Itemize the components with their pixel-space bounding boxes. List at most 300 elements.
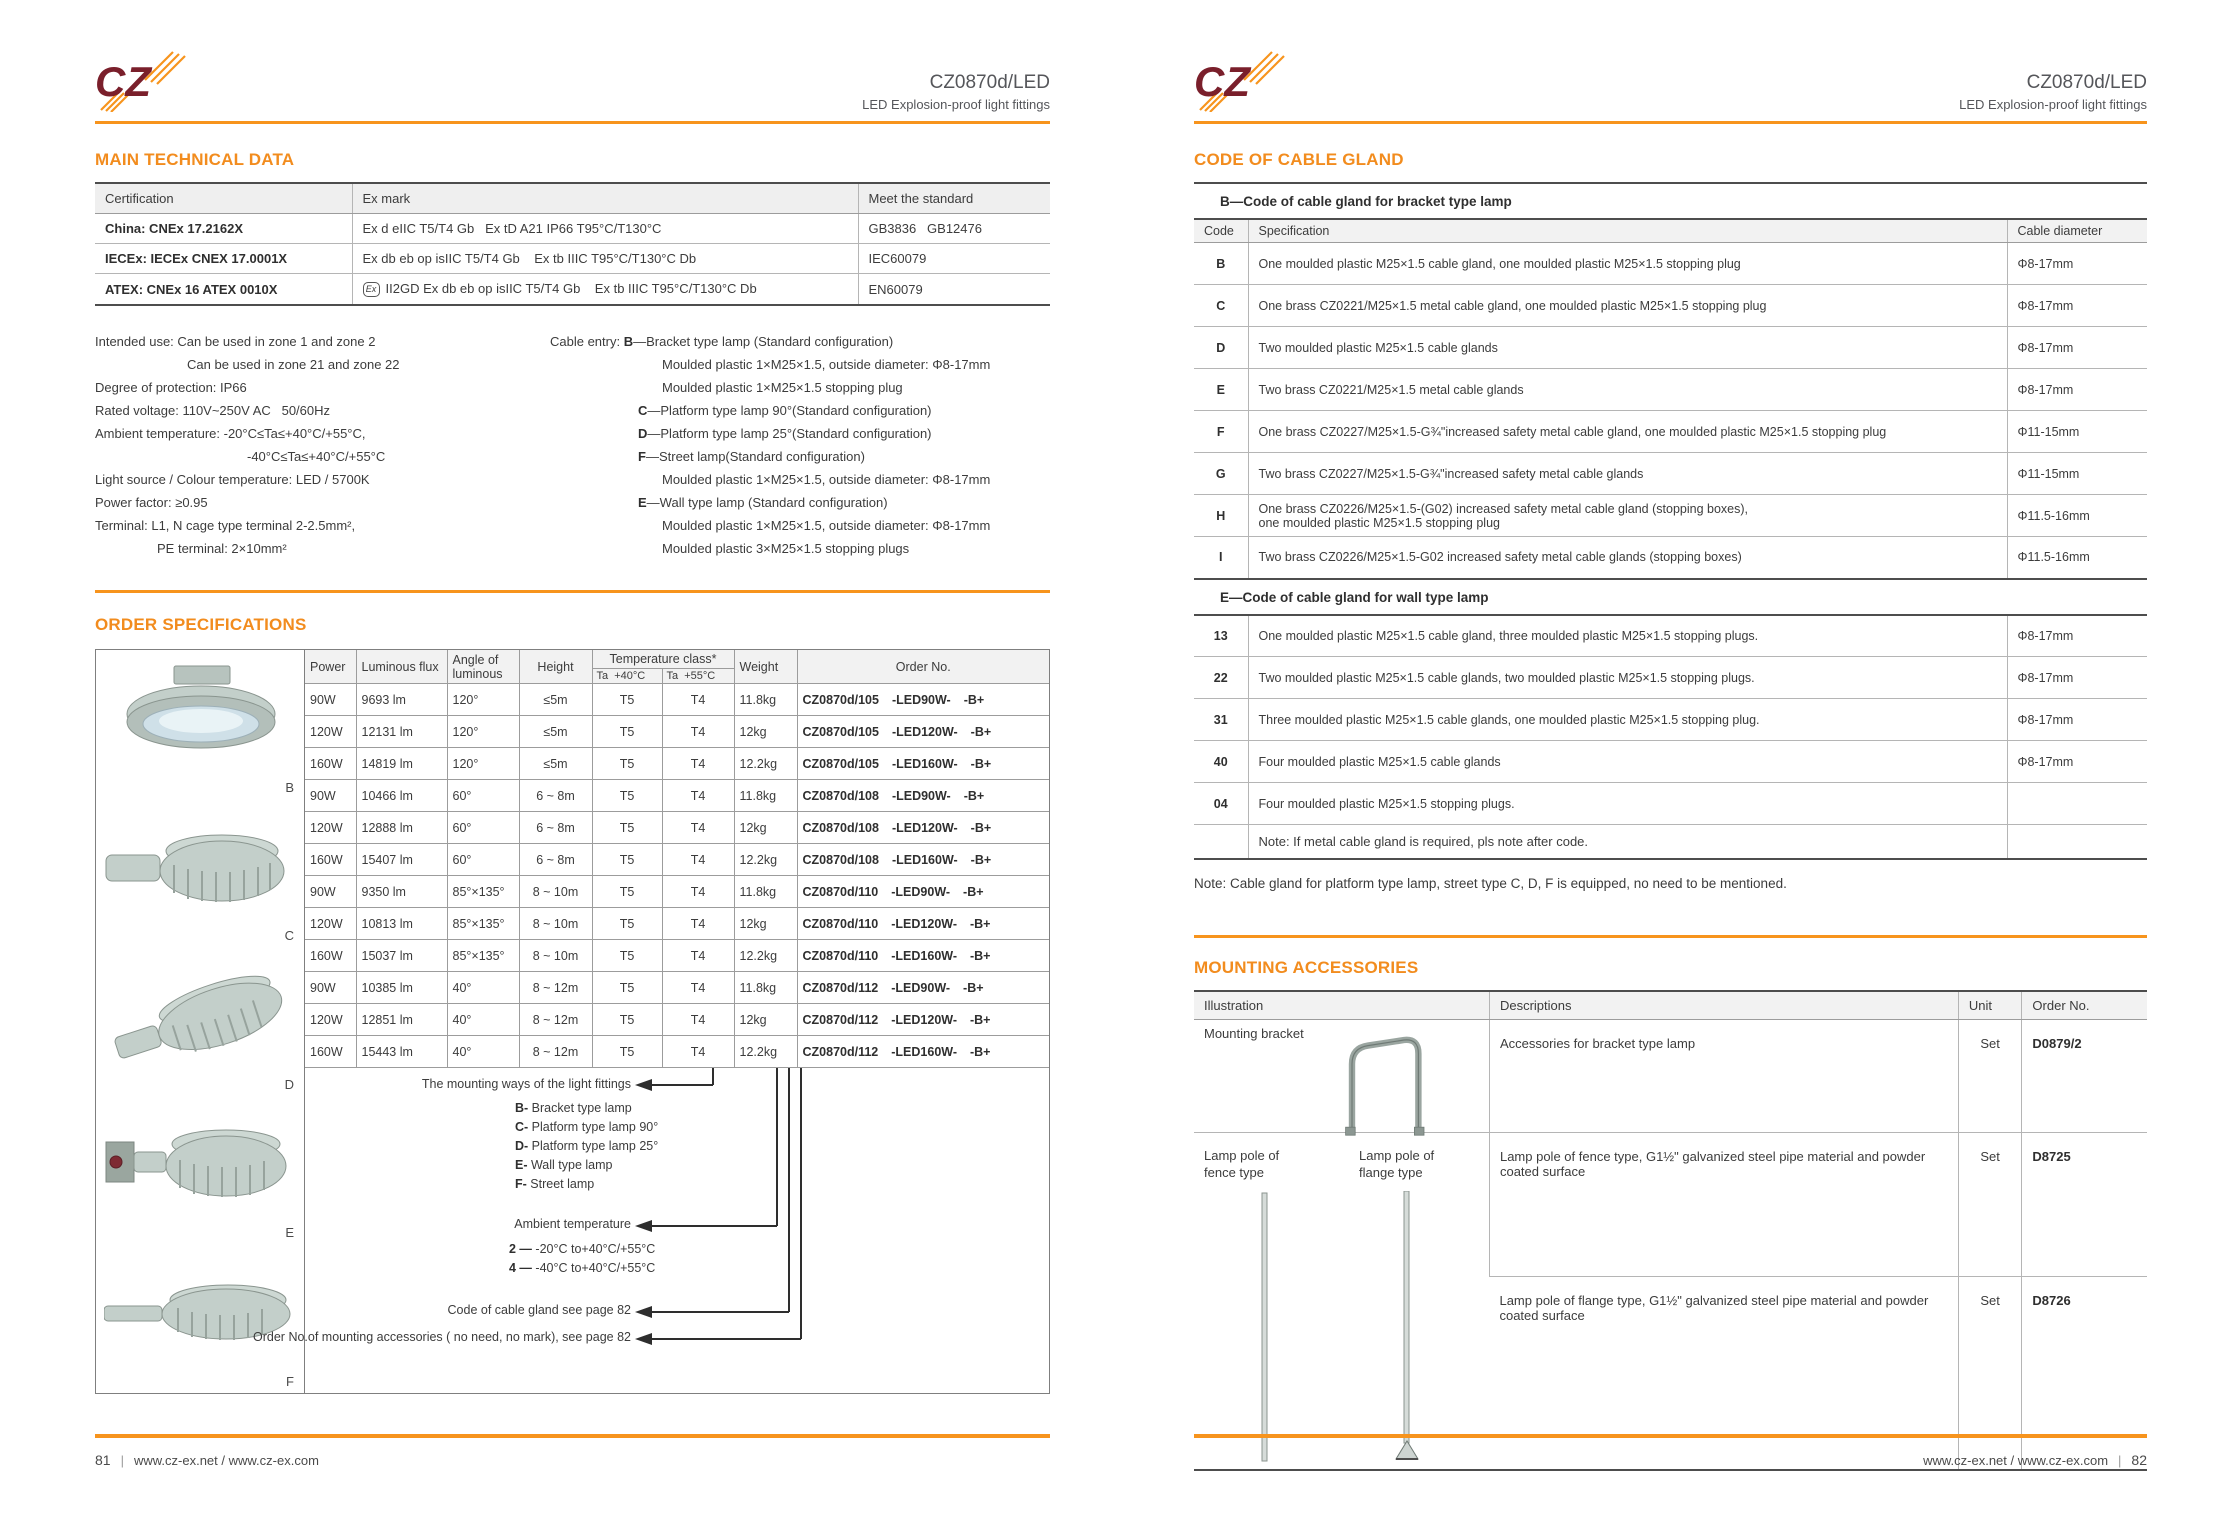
order-number-segment: -LED160W- <box>891 1044 957 1059</box>
cable-gland-row <box>1194 285 2147 327</box>
ambient-code: 2 — <box>509 1242 532 1256</box>
page-number: 82 <box>2131 1452 2147 1468</box>
arrow-left-icon <box>635 1333 652 1345</box>
cable-gland-row <box>1194 243 2147 285</box>
order-height: ≤5m <box>519 684 592 716</box>
cz-logo <box>1194 50 1290 112</box>
platform-90-lamp-image <box>104 807 294 935</box>
order-number-segment: -LED90W- <box>891 980 951 995</box>
mounting-order-no: D0879/2 <box>2022 1019 2147 1132</box>
mounting-desc: Accessories for bracket type lamp <box>1489 1019 1958 1132</box>
lamp-pole-illustration-cell <box>1194 1132 1489 1470</box>
order-temp-40: T5 <box>592 908 662 940</box>
page-81-content <box>95 0 1050 1394</box>
mounting-header-row <box>1194 991 2147 1020</box>
spec-line: Moulded plastic 1×M25×1.5 stopping plug <box>662 380 903 395</box>
subsection-bracket-gland-title: B—Code of cable gland for bracket type lamp <box>1220 194 1512 209</box>
gland-code: I <box>1194 537 1248 579</box>
order-table-row <box>305 908 1049 940</box>
connector-line <box>652 1225 777 1227</box>
order-number <box>797 876 1049 908</box>
platform-25-lamp-image <box>104 955 294 1083</box>
spec-line: Terminal: L1, N cage type terminal 2-2.5mm², <box>95 518 356 533</box>
spec-line: Moulded plastic 1×M25×1.5, outside diameter: Φ8-17mm <box>662 518 991 533</box>
order-number-segment: -B+ <box>963 788 985 803</box>
order-angle: 85°×135° <box>447 908 519 940</box>
gland-header-code: Code <box>1194 219 1248 243</box>
ambient-option: 4 — -40°C to+40°C/+55°C <box>509 1261 656 1275</box>
order-number-segment: CZ0870d/112 <box>802 1044 879 1059</box>
order-number-segment: -LED120W- <box>891 820 958 835</box>
gland-code: G <box>1194 453 1248 495</box>
order-height: 6 ~ 8m <box>519 812 592 844</box>
gland-diameter: Φ8-17mm <box>2007 369 2147 411</box>
page-header <box>95 0 1050 112</box>
gland-specification <box>1248 243 2007 285</box>
gland-specification <box>1248 537 2007 579</box>
header-rule <box>1194 121 2147 124</box>
order-header-ta40: Ta +40°C <box>592 669 662 684</box>
order-angle: 85°×135° <box>447 940 519 972</box>
wall-lamp-image <box>104 1104 294 1232</box>
lamp-label-d: D <box>284 1076 294 1092</box>
gland-code: F <box>1194 411 1248 453</box>
gland-diameter: Φ11-15mm <box>2007 411 2147 453</box>
order-weight: 11.8kg <box>734 684 797 716</box>
order-number-segment: -B+ <box>970 852 992 867</box>
order-temp-40: T5 <box>592 780 662 812</box>
mounting-bracket-label: Mounting bracket <box>1204 1025 1304 1041</box>
gland-diameter: Φ8-17mm <box>2017 628 2074 643</box>
gland-specification <box>1248 615 2007 657</box>
order-number-segment: -LED120W- <box>891 916 957 931</box>
order-power: 90W <box>305 876 356 908</box>
order-flux: 10385 lm <box>356 972 447 1004</box>
order-flux: 14819 lm <box>356 748 447 780</box>
spec-line: F—Street lamp(Standard configuration) <box>638 449 865 464</box>
gland-diameter: Φ8-17mm <box>2007 285 2147 327</box>
gland-diameter <box>2007 783 2147 825</box>
gland-code: 13 <box>1194 615 1248 657</box>
mounting-desc: Lamp pole of flange type, G1½" galvanized steel pipe material and powder coated surface <box>1489 1276 1958 1469</box>
spec-line-code: B <box>623 334 634 349</box>
order-number <box>797 716 1049 748</box>
order-number-segment: -B+ <box>970 724 992 739</box>
order-table-body <box>305 684 1049 1068</box>
order-temp-55: T4 <box>662 972 734 1004</box>
spec-line: E—Wall type lamp (Standard configuration) <box>638 495 888 510</box>
gland-diameter: Φ11-15mm <box>2007 453 2147 495</box>
order-specifications-table <box>305 650 1049 1068</box>
main-technical-data-table <box>95 182 1050 306</box>
order-number-segment: -LED90W- <box>891 692 951 707</box>
order-weight: 11.8kg <box>734 780 797 812</box>
lamp-photo-platform-25 <box>96 947 304 1096</box>
tech-header-standard: Meet the standard <box>858 183 1050 214</box>
page-82-content <box>1194 0 2147 1471</box>
order-temp-40: T5 <box>592 684 662 716</box>
gland-diameter: Φ8-17mm <box>2007 699 2147 741</box>
order-number-segment: -LED160W- <box>891 756 958 771</box>
order-power: 90W <box>305 684 356 716</box>
section-title-code-of-cable-gland: CODE OF CABLE GLAND <box>1194 150 1404 169</box>
tech-table-body <box>95 214 1050 306</box>
tech-header-ex-mark: Ex mark <box>352 183 858 214</box>
mounting-bracket-image <box>1324 1028 1444 1136</box>
connector-line <box>776 1068 778 1226</box>
gland-specification <box>1248 285 2007 327</box>
order-flux: 12888 lm <box>356 812 447 844</box>
order-header-power: Power <box>305 650 356 684</box>
flange-pole-label: Lamp pole of flange type <box>1359 1147 1435 1180</box>
spec-line: PE terminal: 2×10mm² <box>157 541 287 556</box>
spec-line-prefix: Cable entry: <box>550 334 624 349</box>
order-weight: 12kg <box>734 1004 797 1036</box>
order-temp-40: T5 <box>592 716 662 748</box>
spec-line: Moulded plastic 1×M25×1.5, outside diameter: Φ8-17mm <box>662 357 991 372</box>
gland-specification <box>1248 327 2007 369</box>
cable-gland-note-row <box>1194 825 2147 859</box>
order-number <box>797 1036 1049 1068</box>
order-flux: 10466 lm <box>356 780 447 812</box>
fence-pole-image <box>1256 1191 1274 1463</box>
tech-header-certification: Certification <box>95 183 352 214</box>
order-number-segment: CZ0870d/108 <box>802 788 879 803</box>
order-number <box>797 684 1049 716</box>
order-temp-40: T5 <box>592 940 662 972</box>
gland-specification <box>1248 699 2007 741</box>
gland-specification <box>1248 783 2007 825</box>
spec-line: -40°C≤Ta≤+40°C/+55°C <box>247 449 386 464</box>
order-power: 120W <box>305 1004 356 1036</box>
order-temp-55: T4 <box>662 1004 734 1036</box>
mounting-way-code: D- <box>515 1139 529 1153</box>
page-footer <box>95 1452 319 1468</box>
cable-gland-row <box>1194 783 2147 825</box>
section-divider-rule <box>95 590 1050 593</box>
mounting-accessories-table <box>1194 990 2147 1471</box>
order-number-segment: -LED120W- <box>891 724 958 739</box>
order-header-angle: Angle of luminous <box>447 650 519 684</box>
gland-spec-line: One moulded plastic M25×1.5 cable gland, one moulded plastic M25×1.5 stopping plug <box>1258 256 1741 271</box>
order-height: ≤5m <box>519 748 592 780</box>
mounting-way-code: E- <box>515 1158 528 1172</box>
order-number-segment: -LED90W- <box>891 788 951 803</box>
mounting-way-code: B- <box>515 1101 529 1115</box>
order-power: 160W <box>305 1036 356 1068</box>
mounting-way-item: C- Platform type lamp 90° <box>515 1120 659 1134</box>
product-code: CZ0870d/LED <box>929 72 1050 93</box>
order-table-row <box>305 684 1049 716</box>
gland-note: Note: If metal cable gland is required, pls note after code. <box>1248 825 2007 859</box>
order-temp-55: T4 <box>662 780 734 812</box>
order-number <box>797 812 1049 844</box>
gland-spec-line: Two brass CZ0226/M25×1.5-G02 increased safety metal cable glands (stopping boxes) <box>1258 550 1742 565</box>
order-power: 90W <box>305 972 356 1004</box>
gland-code: E <box>1194 369 1248 411</box>
cable-entry-specs <box>550 330 1050 560</box>
order-power: 160W <box>305 940 356 972</box>
order-angle: 40° <box>447 1004 519 1036</box>
order-temp-40: T5 <box>592 748 662 780</box>
gland-code: H <box>1194 495 1248 537</box>
order-temp-40: T5 <box>592 812 662 844</box>
cable-gland-row <box>1194 657 2147 699</box>
mounting-header-descriptions: Descriptions <box>1489 991 1958 1020</box>
tech-certification: IECEx: IECEx CNEX 17.0001X <box>95 244 352 274</box>
order-angle: 120° <box>447 716 519 748</box>
cable-gland-row <box>1194 495 2147 537</box>
mounting-way-item: F- Street lamp <box>515 1177 595 1191</box>
order-table-row <box>305 1004 1049 1036</box>
order-number-segment: -B+ <box>963 692 985 707</box>
gland-spec-line: Four moulded plastic M25×1.5 cable glands <box>1258 754 1501 769</box>
order-header-height: Height <box>519 650 592 684</box>
spec-line: Ambient temperature: -20°C≤Ta≤+40°C/+55°C, <box>95 426 366 441</box>
spec-line: Power factor: ≥0.95 <box>95 495 208 510</box>
order-table-row <box>305 876 1049 908</box>
order-angle: 60° <box>447 844 519 876</box>
gland-spec-line: One brass CZ0221/M25×1.5 metal cable gland, one moulded plastic M25×1.5 stopping plug <box>1258 298 1767 313</box>
order-angle: 120° <box>447 684 519 716</box>
cable-gland-row <box>1194 411 2147 453</box>
mounting-header-order-no: Order No. <box>2022 991 2147 1020</box>
mounting-way-code: F- <box>515 1177 527 1191</box>
tech-ex-mark: Ex II2GD Ex db eb op isIIC T5/T4 Gb Ex tb IIIC T95°C/T130°C Db <box>352 274 858 306</box>
order-height: 8 ~ 10m <box>519 908 592 940</box>
order-temp-40: T5 <box>592 1036 662 1068</box>
order-number-segment: -B+ <box>970 820 992 835</box>
order-number-segment: -B+ <box>963 884 984 899</box>
order-flux: 9693 lm <box>356 684 447 716</box>
tech-certification: China: CNEx 17.2162X <box>105 221 244 236</box>
spec-line: Moulded plastic 1×M25×1.5, outside diameter: Φ8-17mm <box>662 472 991 487</box>
gland-spec-line: One brass CZ0226/M25×1.5-(G02) increased safety metal cable gland (stopping boxes), <box>1258 501 1748 516</box>
header-rule <box>95 121 1050 124</box>
order-number-segment: CZ0870d/110 <box>802 948 879 963</box>
order-weight: 12.2kg <box>734 748 797 780</box>
order-temp-55: T4 <box>662 876 734 908</box>
tech-table-header-row <box>95 183 1050 214</box>
order-number <box>797 780 1049 812</box>
gland-header-specification: Specification <box>1248 219 2007 243</box>
header-title-block <box>1959 72 2147 112</box>
page-82 <box>1118 0 2236 1528</box>
order-number-segment: -B+ <box>963 980 984 995</box>
order-height: 8 ~ 12m <box>519 1036 592 1068</box>
gland-specification <box>1248 495 2007 537</box>
wall-gland-table-body <box>1194 615 2147 859</box>
page-header <box>1194 0 2147 112</box>
spec-line: Cable entry: B—Bracket type lamp (Standard configuration) <box>550 334 894 349</box>
order-temp-40: T5 <box>592 972 662 1004</box>
order-weight: 12.2kg <box>734 940 797 972</box>
order-specifications-box <box>95 649 1050 1394</box>
mounting-order-no: D8725 <box>2022 1132 2147 1276</box>
order-number <box>797 972 1049 1004</box>
order-weight: 12.2kg <box>734 1036 797 1068</box>
gland-code: B <box>1194 243 1248 285</box>
page-footer <box>1923 1452 2147 1468</box>
cable-gland-row <box>1194 699 2147 741</box>
gland-spec-line: one moulded plastic M25×1.5 stopping plug <box>1258 515 1500 530</box>
tech-standard: EN60079 <box>858 274 1050 306</box>
lamp-photo-wall-type <box>96 1096 304 1245</box>
general-specs <box>95 330 550 560</box>
order-number-segment: -B+ <box>969 916 991 931</box>
order-angle: 60° <box>447 780 519 812</box>
lamp-photo-platform-90 <box>96 799 304 948</box>
connector-line <box>788 1068 790 1312</box>
order-power: 90W <box>305 780 356 812</box>
spec-line-code: D <box>638 426 648 441</box>
header-title-block <box>862 72 1050 112</box>
order-flux: 12851 lm <box>356 1004 447 1036</box>
footer-divider: | <box>120 1453 124 1468</box>
cable-gland-row <box>1194 327 2147 369</box>
empty-cell <box>2007 825 2147 859</box>
order-code-annotation-diagram <box>253 1068 1049 1393</box>
order-temp-55: T4 <box>662 908 734 940</box>
spec-line-code: F <box>638 449 646 464</box>
ambient-option: 2 — -20°C to+40°C/+55°C <box>509 1242 656 1256</box>
order-weight: 12.2kg <box>734 844 797 876</box>
annotation-cable-gland-ref: Code of cable gland see page 82 <box>447 1303 631 1317</box>
order-header-weight: Weight <box>734 650 797 684</box>
order-power: 120W <box>305 716 356 748</box>
order-number <box>797 940 1049 972</box>
gland-code: 04 <box>1194 783 1248 825</box>
gland-specification <box>1248 741 2007 783</box>
lamp-label-f: F <box>286 1373 294 1389</box>
fence-pole-label: Lamp pole of fence type <box>1204 1147 1280 1180</box>
gland-specification <box>1248 657 2007 699</box>
order-temp-55: T4 <box>662 684 734 716</box>
mounting-unit: Set <box>1958 1132 2022 1276</box>
order-number-segment: -B+ <box>969 948 991 963</box>
order-number-segment: -LED160W- <box>891 852 958 867</box>
mounting-desc: Lamp pole of fence type, G1½" galvanized steel pipe material and powder coated surface <box>1489 1132 1958 1276</box>
gland-spec-line: Four moulded plastic M25×1.5 stopping plugs. <box>1258 796 1515 811</box>
order-table-row <box>305 844 1049 876</box>
product-photos-column <box>96 650 305 1393</box>
atex-ex-badge-icon: Ex <box>363 282 380 297</box>
order-height: 6 ~ 8m <box>519 780 592 812</box>
order-number-segment: -LED90W- <box>891 884 951 899</box>
order-flux: 15037 lm <box>356 940 447 972</box>
order-number <box>797 844 1049 876</box>
order-flux: 15443 lm <box>356 1036 447 1068</box>
order-number-segment: CZ0870d/110 <box>802 916 879 931</box>
order-angle: 120° <box>447 748 519 780</box>
order-number-segment: CZ0870d/105 <box>802 692 879 707</box>
mounting-order-no: D8726 <box>2022 1276 2147 1469</box>
annotation-mounting-ways-label: The mounting ways of the light fittings <box>421 1077 631 1091</box>
order-number <box>797 908 1049 940</box>
order-number-segment: -B+ <box>970 756 992 771</box>
order-header-ta55: Ta +55°C <box>662 669 734 684</box>
order-number <box>797 748 1049 780</box>
bracket-gland-table <box>1194 218 2147 580</box>
mounting-header-unit: Unit <box>1958 991 2022 1020</box>
order-weight: 12kg <box>734 716 797 748</box>
order-table-row <box>305 812 1049 844</box>
bracket-lamp-image <box>104 658 294 786</box>
cable-gland-row <box>1194 537 2147 579</box>
order-number-segment: CZ0870d/110 <box>802 884 879 899</box>
tech-table-row <box>95 274 1050 306</box>
order-table-row <box>305 1036 1049 1068</box>
order-number-segment: CZ0870d/112 <box>802 1012 879 1027</box>
section-title-order-specifications: ORDER SPECIFICATIONS <box>95 615 307 634</box>
empty-cell <box>1194 825 1248 859</box>
annotation-ambient-label: Ambient temperature <box>514 1217 631 1231</box>
order-header-row <box>305 650 1049 669</box>
gland-specification <box>1248 369 2007 411</box>
order-temp-55: T4 <box>662 748 734 780</box>
wall-gland-table <box>1194 614 2147 860</box>
spec-line: C—Platform type lamp 90°(Standard configuration) <box>638 403 932 418</box>
section-title-mounting-accessories: MOUNTING ACCESSORIES <box>1194 957 1419 977</box>
order-number-segment: -B+ <box>969 1012 991 1027</box>
lamp-photo-street-type <box>96 1244 304 1393</box>
lamp-label-e: E <box>285 1225 294 1241</box>
gland-spec-line: Two brass CZ0227/M25×1.5-G¾"increased safety metal cable glands <box>1258 466 1644 481</box>
spec-line: Degree of protection: IP66 <box>95 380 247 395</box>
mounting-bracket-illustration-cell <box>1194 1019 1489 1132</box>
gland-code: C <box>1194 285 1248 327</box>
spec-line-code: E <box>638 495 647 510</box>
order-weight: 12kg <box>734 908 797 940</box>
cz-logo <box>95 50 191 112</box>
mounting-row-bracket <box>1194 1019 2147 1132</box>
order-number-segment: CZ0870d/112 <box>802 980 879 995</box>
mounting-way-code: C- <box>515 1120 529 1134</box>
order-number-segment: CZ0870d/105 <box>802 724 879 739</box>
cable-gland-row <box>1194 453 2147 495</box>
order-flux: 12131 lm <box>356 716 447 748</box>
spec-line: Rated voltage: 110V~250V AC 50/60Hz <box>95 403 331 418</box>
gland-spec-line: Two brass CZ0221/M25×1.5 metal cable glands <box>1258 382 1524 397</box>
mounting-way-item: B- Bracket type lamp <box>515 1101 632 1115</box>
gland-diameter: Φ8-17mm <box>2007 741 2147 783</box>
order-height: ≤5m <box>519 716 592 748</box>
product-subtitle: LED Explosion-proof light fittings <box>1959 97 2147 112</box>
lamp-label-b: B <box>285 779 294 795</box>
order-flux: 10813 lm <box>356 908 447 940</box>
order-angle: 40° <box>447 972 519 1004</box>
order-number <box>797 1004 1049 1036</box>
gland-spec-line: Two moulded plastic M25×1.5 cable glands <box>1258 340 1498 355</box>
spec-line: D—Platform type lamp 25°(Standard configuration) <box>638 426 932 441</box>
product-subtitle: LED Explosion-proof light fittings <box>862 97 1050 112</box>
order-temp-55: T4 <box>662 844 734 876</box>
order-height: 8 ~ 10m <box>519 876 592 908</box>
order-temp-55: T4 <box>662 716 734 748</box>
order-power: 120W <box>305 812 356 844</box>
gland-header-diameter: Cable diameter <box>2007 219 2147 243</box>
connector-line <box>652 1084 713 1086</box>
order-temp-55: T4 <box>662 1036 734 1068</box>
annotation-mounting-ways-list <box>515 1099 658 1194</box>
gland-code: 40 <box>1194 741 1248 783</box>
order-weight: 12kg <box>734 812 797 844</box>
footer-divider: | <box>2118 1453 2122 1468</box>
gland-spec-line: Three moulded plastic M25×1.5 cable glands, one moulded plastic M25×1.5 stopping plug. <box>1258 712 1760 727</box>
subsection-wall-gland-title: E—Code of cable gland for wall type lamp <box>1220 589 1489 605</box>
gland-header-row <box>1194 219 2147 243</box>
order-header-flux: Luminous flux <box>356 650 447 684</box>
